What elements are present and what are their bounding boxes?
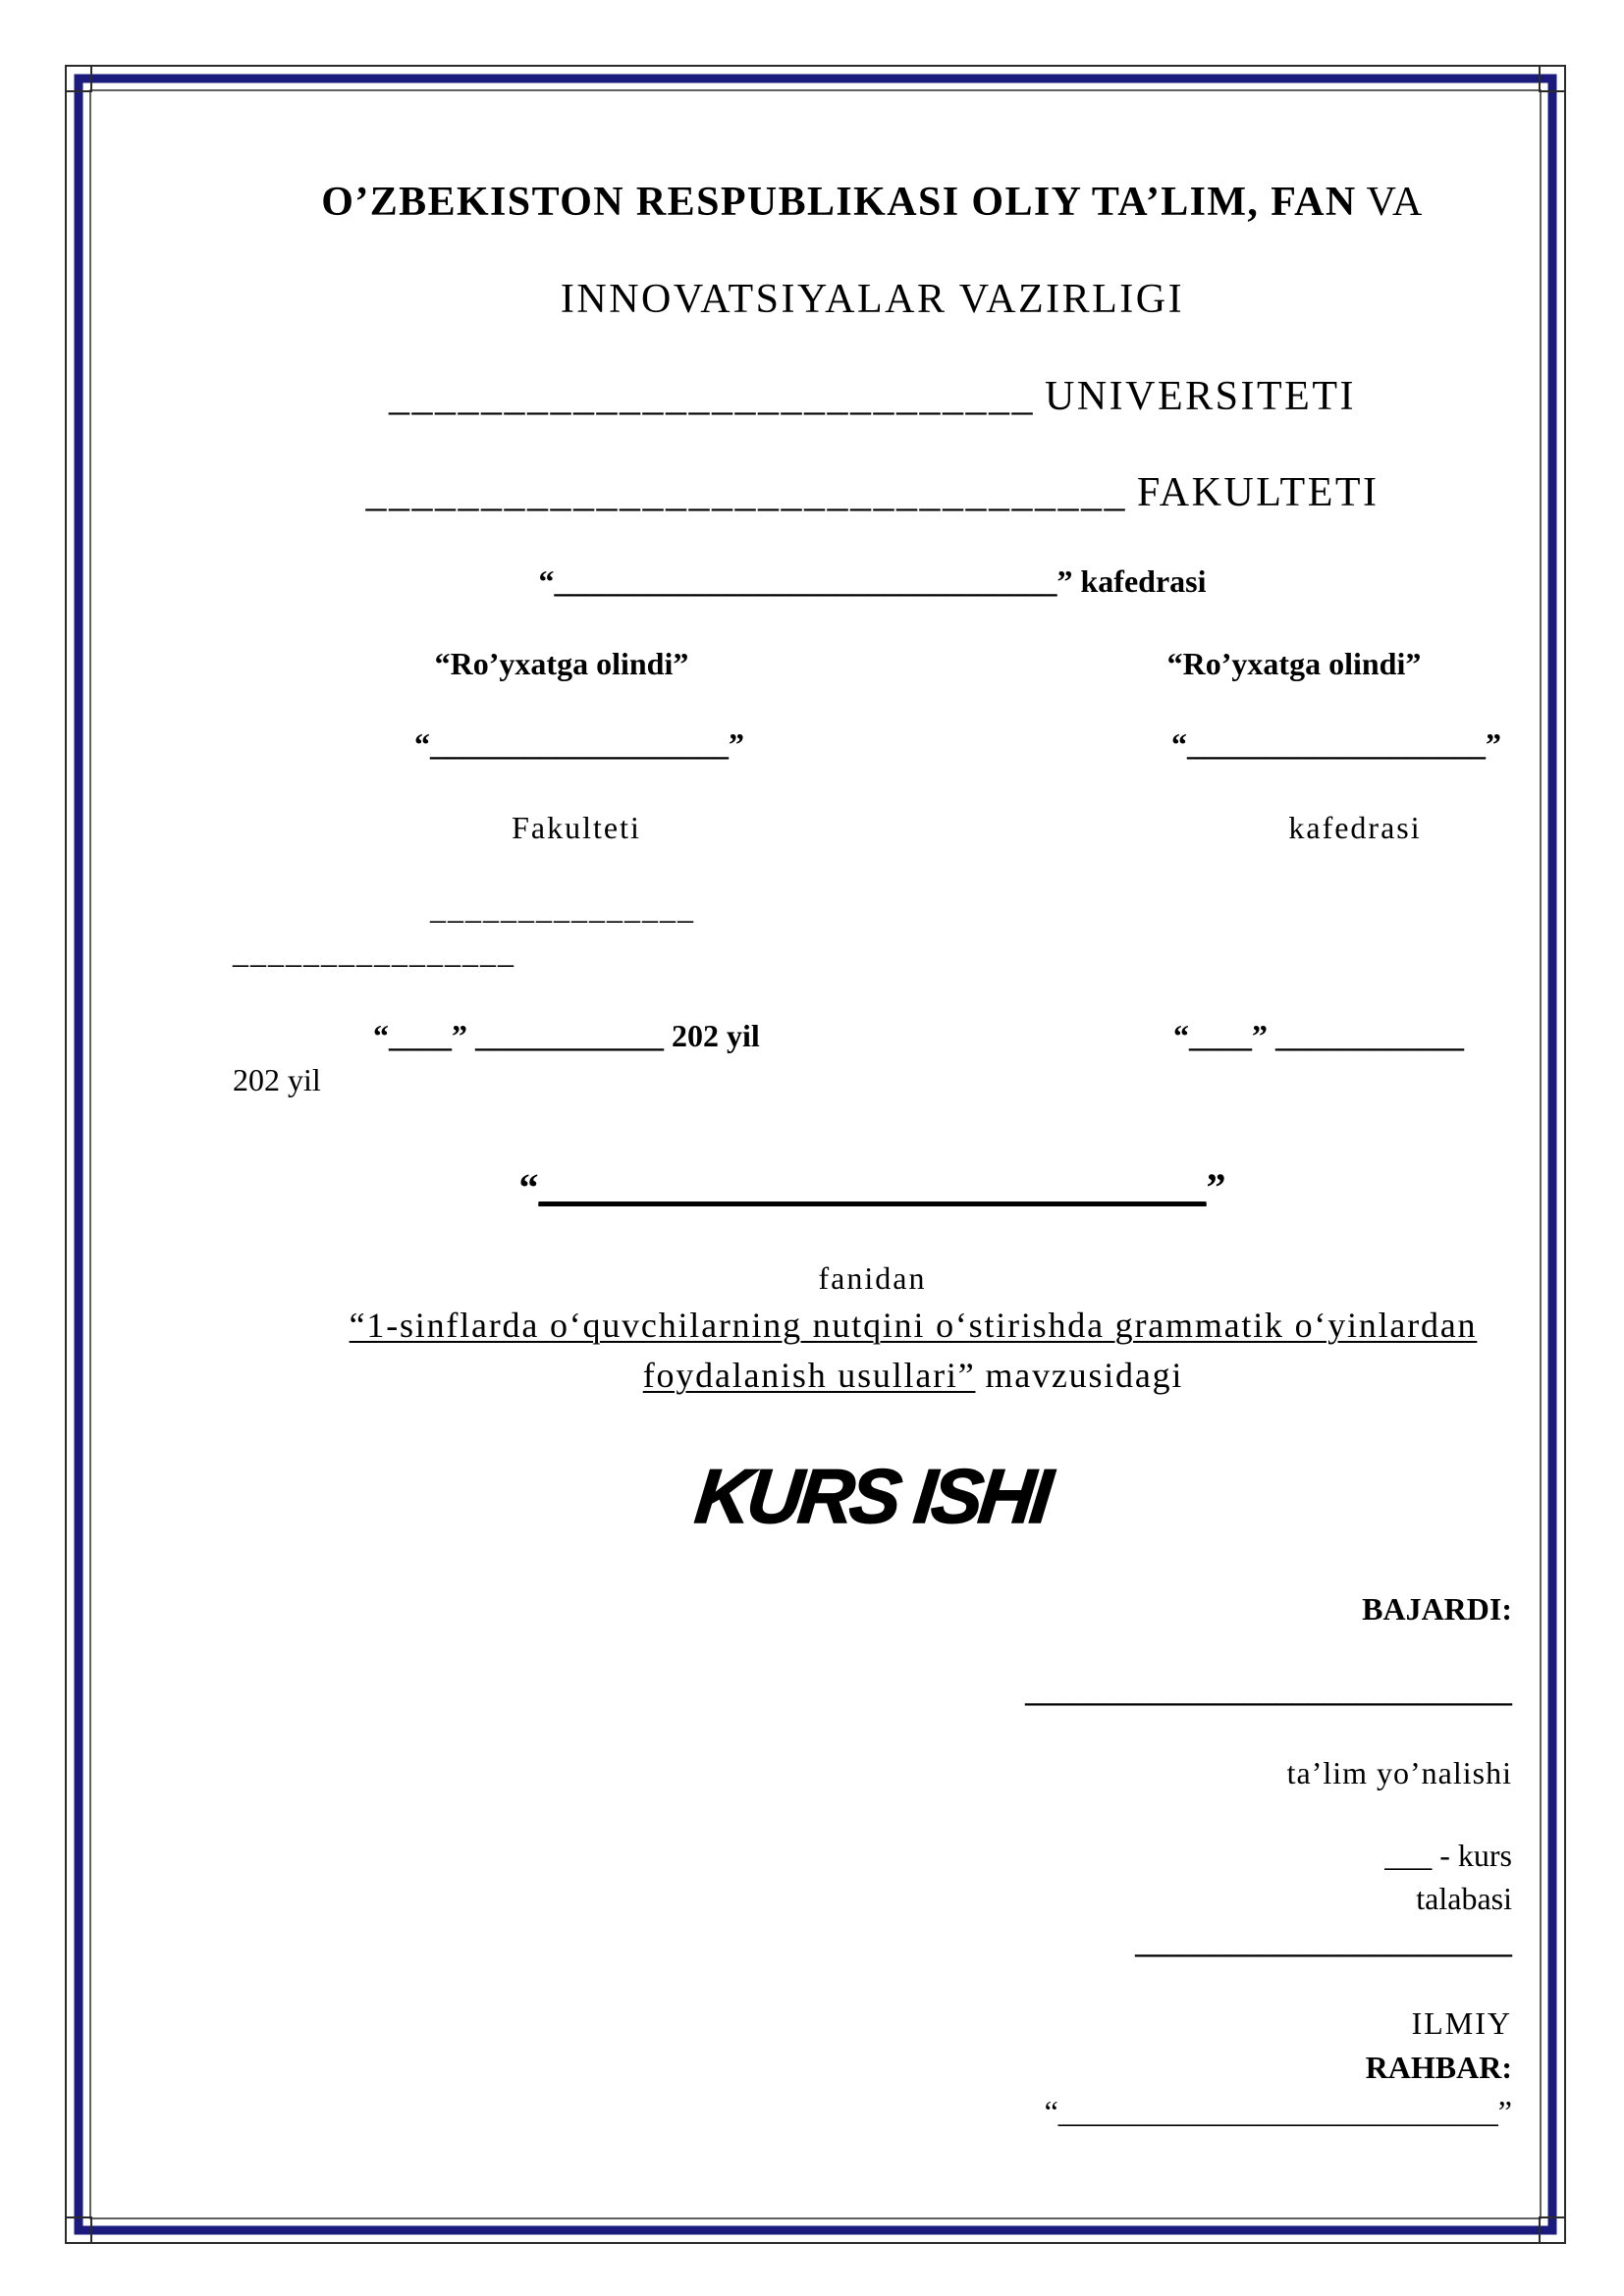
topic-line-1 xyxy=(304,1308,1522,1343)
topic-line-2-underlined: foydalanish usullari” xyxy=(642,1356,976,1395)
ministry-line-2: INNOVATSIYALAR VAZIRLIGI xyxy=(560,277,1185,322)
student-name-blank: _______________________________ xyxy=(1025,1673,1512,1708)
topic-line-2 xyxy=(304,1358,1522,1393)
student-course: ___ - kurs xyxy=(1384,1838,1512,1873)
subject-close-quote: ” xyxy=(1206,1165,1226,1209)
registration-left-title: “Ro’yxatga olindi” xyxy=(434,646,689,681)
topic-line-2-rest: mavzusidagi xyxy=(985,1356,1184,1395)
document-title-text: KURS ISHI xyxy=(691,1453,1054,1539)
faculty-line xyxy=(233,472,1512,513)
registration-right-title: “Ro’yxatga olindi” xyxy=(1166,646,1422,681)
date-left: “____” ____________ 202 yil xyxy=(373,1018,760,1053)
subject-open-quote: “ xyxy=(518,1165,539,1209)
registration-left-blank: “___________________” xyxy=(414,726,744,762)
student-label: talabasi xyxy=(1416,1881,1512,1916)
student-direction: ta’lim yo’nalishi xyxy=(1286,1755,1512,1790)
date-second-line: 202 yil xyxy=(233,1062,321,1097)
supervisor-heading-line-1: ILMIY xyxy=(1411,2005,1512,2041)
university-line xyxy=(233,376,1512,417)
department-line: “________________________________” kafedrasi xyxy=(538,563,1207,599)
ministry-name-regular: VA xyxy=(1366,180,1424,225)
student-heading: BAJARDI: xyxy=(1362,1591,1512,1627)
faculty-label: FAKULTETI xyxy=(1137,470,1380,515)
registration-left-label: Fakulteti xyxy=(512,810,641,845)
signature-line-2: ________________ xyxy=(233,934,515,970)
supervisor-heading-line-2: RAHBAR: xyxy=(1365,2050,1512,2085)
subject-blank: __________________________________ xyxy=(538,1165,1207,1209)
subject-line xyxy=(233,1165,1512,1209)
ministry-line-1 xyxy=(233,182,1512,223)
date-right: “____” ____________ xyxy=(1173,1018,1464,1053)
faculty-blank: _________________________________ xyxy=(365,470,1127,515)
signature-line-1: _______________ xyxy=(430,890,695,926)
supervisor-name-blank: “____________________________” xyxy=(1044,2094,1512,2129)
ministry-name-bold: O’ZBEKISTON RESPUBLIKASI OLIY TA’LIM, FAN xyxy=(321,180,1357,225)
subject-label: fanidan xyxy=(818,1260,927,1296)
registration-right-label: kafedrasi xyxy=(1288,810,1422,845)
university-blank: ____________________________ xyxy=(389,374,1036,419)
document-title xyxy=(233,1453,1512,1539)
topic-line-1-text: “1-sinflarda o‘quvchilarning nutqini o‘stirishda grammatik o‘yinlardan xyxy=(349,1306,1478,1345)
student-second-blank: ________________________ xyxy=(1135,1924,1512,1959)
registration-right-blank: “___________________” xyxy=(1171,726,1501,762)
university-label: UNIVERSITETI xyxy=(1045,374,1356,419)
